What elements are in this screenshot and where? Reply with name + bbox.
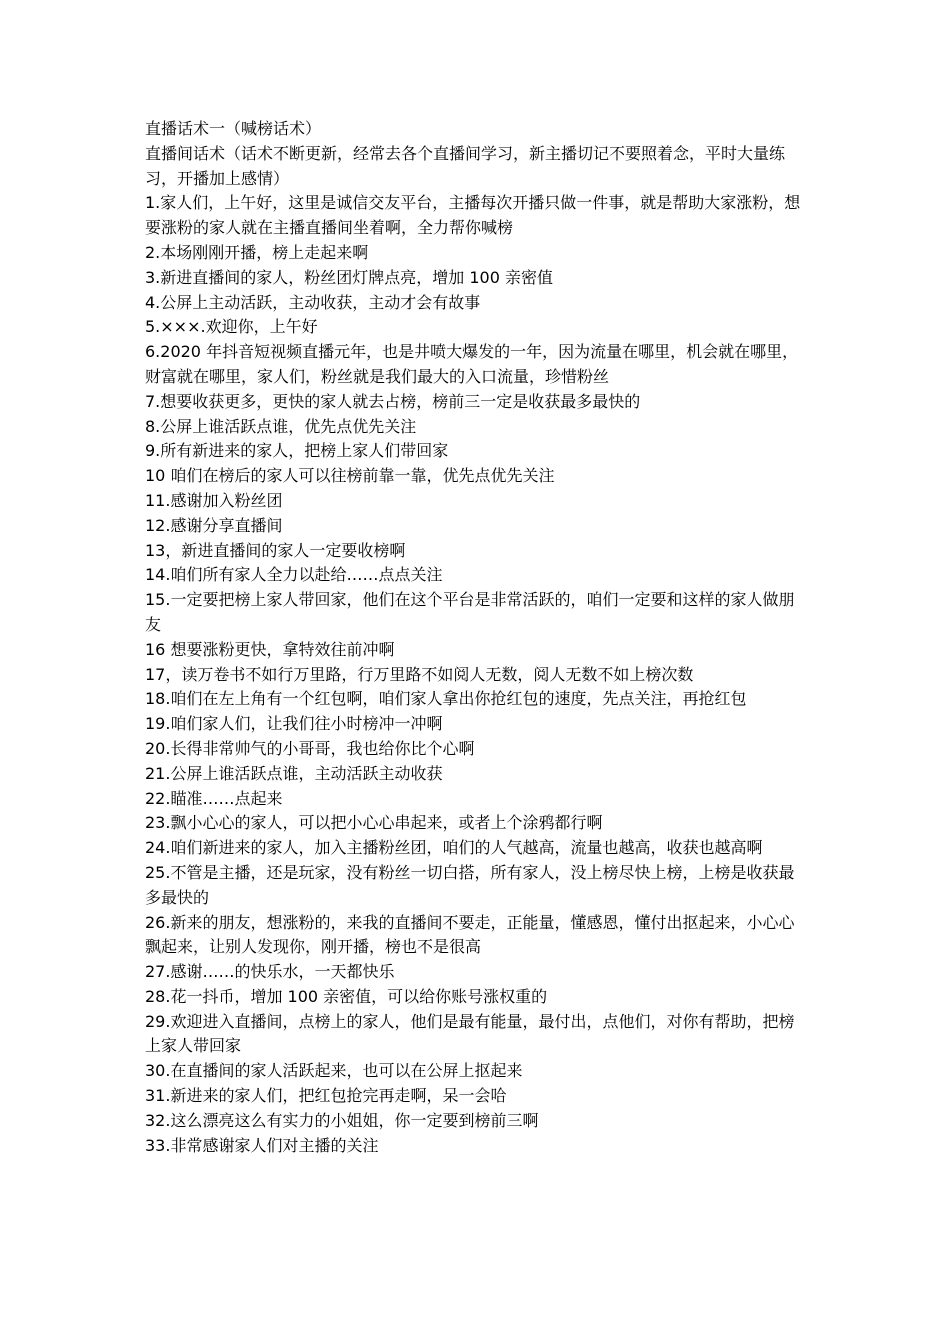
script-line-7: 7.想要收获更多，更快的家人就去占榜，榜前三一定是收获最多最快的 (145, 391, 641, 411)
script-line-16: 16 想要涨粉更快，拿特效往前冲啊 (145, 639, 395, 659)
script-line-12: 12.感谢分享直播间 (145, 515, 283, 535)
script-line-22: 22.瞄准……点起来 (145, 788, 283, 808)
document-intro: 直播间话术（话术不断更新，经常去各个直播间学习，新主播切记不要照着念，平时大量练习，开播加上感情） (145, 143, 786, 188)
script-line-2: 2.本场刚刚开播，榜上走起来啊 (145, 242, 369, 262)
script-line-24: 24.咱们新进来的家人，加入主播粉丝团，咱们的人气越高，流量也越高，收获也越高啊 (145, 838, 763, 858)
script-line-30: 30.在直播间的家人活跃起来，也可以在公屏上抠起来 (145, 1061, 523, 1081)
script-line-20: 20.长得非常帅气的小哥哥，我也给你比个心啊 (145, 738, 475, 758)
script-line-27: 27.感谢……的快乐水，一天都快乐 (145, 962, 395, 982)
script-line-31: 31.新进来的家人们，把红包抢完再走啊，呆一会哈 (145, 1086, 507, 1106)
script-line-18: 18.咱们在左上角有一个红包啊，咱们家人拿出你抢红包的速度，先点关注，再抢红包 (145, 689, 747, 709)
document-title: 直播话术一（喊榜话术） (145, 119, 322, 138)
script-line-9: 9.所有新进来的家人，把榜上家人们带回家 (145, 441, 449, 461)
script-list (145, 191, 807, 1158)
script-line-25: 25.不管是主播，还是玩家，没有粉丝一切白搭，所有家人，没上榜尽快上榜，上榜是收获最多最快的 (145, 862, 795, 907)
script-line-33: 33.非常感谢家人们对主播的关注 (145, 1135, 379, 1155)
script-line-10: 10 咱们在榜后的家人可以往榜前靠一靠，优先点优先关注 (145, 466, 555, 486)
script-line-4: 4.公屏上主动活跃，主动收获，主动才会有故事 (145, 292, 481, 312)
script-line-8: 8.公屏上谁活跃点谁，优先点优先关注 (145, 416, 417, 436)
script-line-29: 29.欢迎进入直播间，点榜上的家人，他们是最有能量，最付出，点他们，对你有帮助，把榜上家人带回家 (145, 1011, 795, 1056)
script-line-15: 15.一定要把榜上家人带回家，他们在这个平台是非常活跃的，咱们一定要和这样的家人做朋友 (145, 590, 795, 634)
script-line-19: 19.咱们家人们，让我们往小时榜冲一冲啊 (145, 714, 443, 734)
script-line-13: 13，新进直播间的家人一定要收榜啊 (145, 540, 406, 560)
script-line-6: 6.2020 年抖音短视频直播元年，也是井喷大爆发的一年，因为流量在哪里，机会就在哪里，财富就在哪里，家人们，粉丝就是我们最大的入口流量，珍惜粉丝 (145, 342, 799, 386)
script-line-26: 26.新来的朋友，想涨粉的，来我的直播间不要走，正能量，懂感恩，懂付出抠起来，小心心飘起来，让别人发现你，刚开播，榜也不是很高 (145, 912, 795, 957)
script-line-17: 17，读万卷书不如行万里路，行万里路不如阅人无数，阅人无数不如上榜次数 (145, 664, 694, 684)
script-line-23: 23.飘小心心的家人，可以把小心心串起来，或者上个涂鸦都行啊 (145, 813, 603, 833)
script-line-32: 32.这么漂亮这么有实力的小姐姐，你一定要到榜前三啊 (145, 1110, 539, 1130)
document-body (145, 117, 807, 1158)
script-line-28: 28.花一抖币，增加 100 亲密值，可以给你账号涨权重的 (145, 986, 548, 1006)
script-line-1: 1.家人们，上午好，这里是诚信交友平台，主播每次开播只做一件事，就是帮助大家涨粉，想要涨粉的家人就在主播直播间坐着啊，全力帮你喊榜 (145, 193, 801, 238)
script-line-21: 21.公屏上谁活跃点谁，主动活跃主动收获 (145, 763, 443, 783)
script-line-3: 3.新进直播间的家人，粉丝团灯牌点亮，增加 100 亲密值 (145, 267, 553, 287)
script-line-14: 14.咱们所有家人全力以赴给……点点关注 (145, 565, 443, 585)
script-line-11: 11.感谢加入粉丝团 (145, 490, 283, 510)
script-line-5: 5.×××.欢迎你，上午好 (145, 317, 318, 337)
